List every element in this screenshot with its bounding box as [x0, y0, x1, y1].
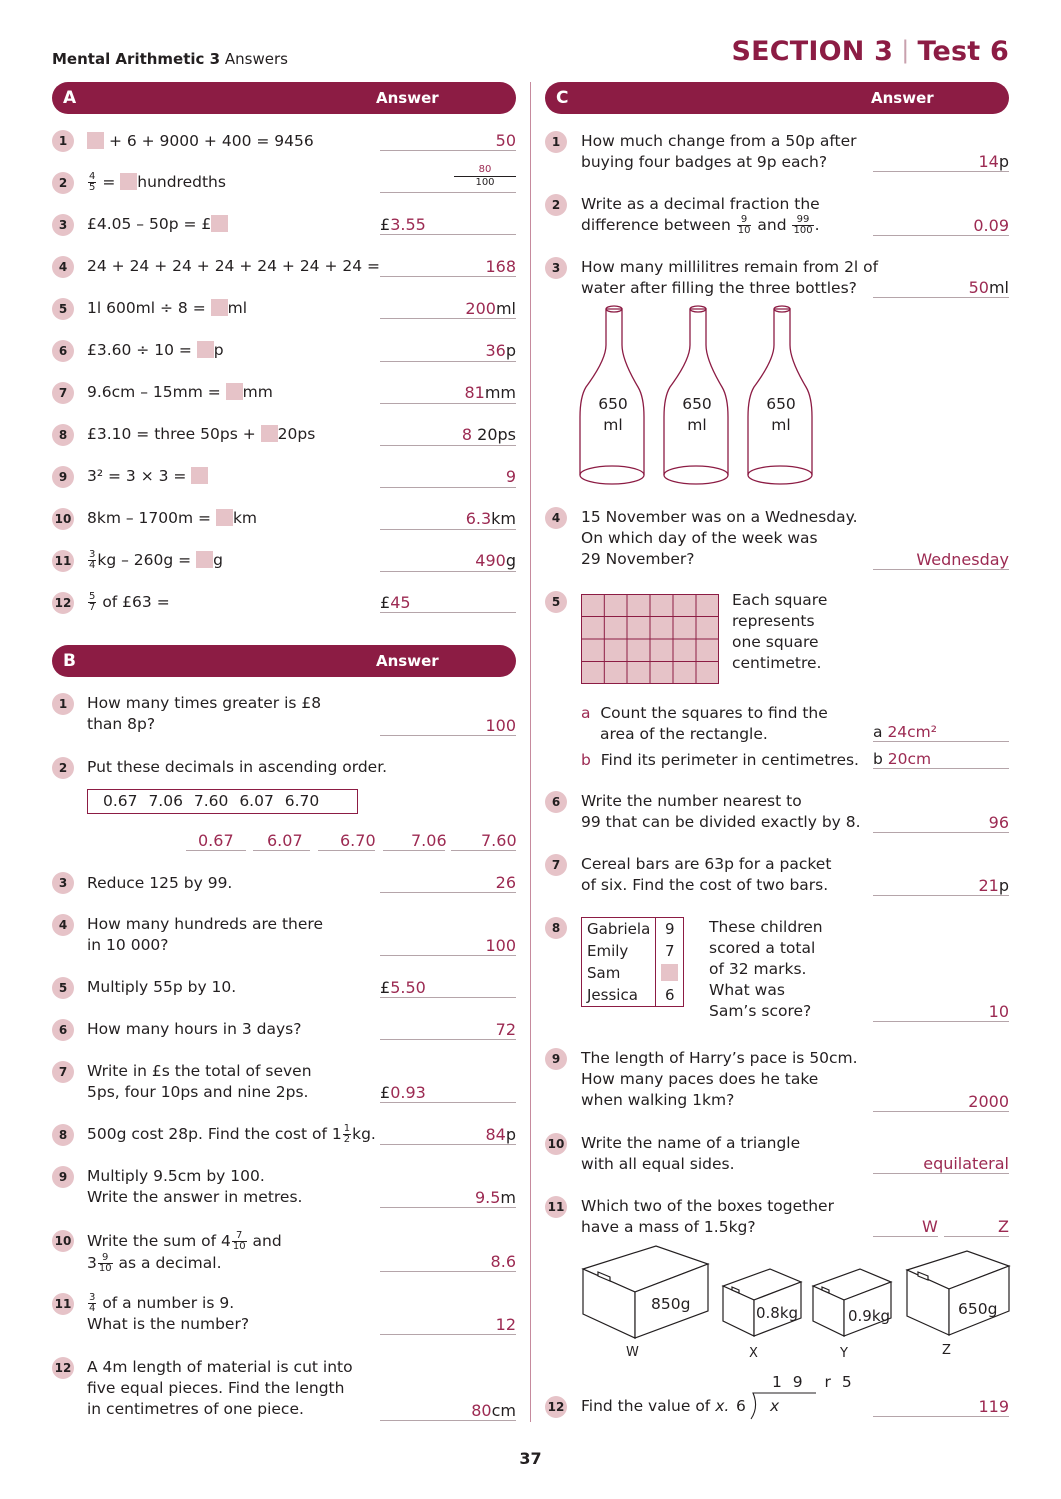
answer-line: [944, 1236, 1009, 1237]
question-number: 11: [52, 1293, 74, 1315]
question-text: Write the number nearest to 99 that can be divided exactly by 8.: [581, 792, 861, 831]
question-text: Find the value of x.: [581, 1397, 730, 1415]
answer-line: [873, 1173, 1009, 1174]
sub-question-a: a Count the squares to find the area of the rectangle.: [581, 704, 828, 743]
answer: b 20cm: [873, 750, 932, 768]
answer: 14p: [978, 152, 1009, 171]
answer: 36p: [485, 341, 516, 360]
question-number: 2: [52, 757, 74, 779]
answer: Wednesday: [916, 550, 1009, 569]
answer: 8 20ps: [461, 425, 516, 444]
question-number: 7: [52, 382, 74, 404]
answer-line: [380, 997, 516, 998]
answer-line: [380, 571, 516, 572]
answer-line: [380, 1334, 516, 1335]
box-mass: 650g: [958, 1300, 998, 1318]
answer-fraction: 80 100: [454, 164, 516, 189]
question-number: 5: [52, 298, 74, 320]
question-number: 8: [52, 1124, 74, 1146]
answer-line: [380, 735, 516, 736]
division-bracket: [750, 1391, 820, 1421]
box-mass: 0.9kg: [848, 1307, 891, 1325]
missing-box: [211, 299, 228, 316]
answer-line: [318, 850, 375, 851]
box-label: W: [626, 1345, 639, 1360]
question-number: 9: [52, 1166, 74, 1188]
question-number: 7: [52, 1061, 74, 1083]
answer: £5.50: [380, 978, 426, 997]
question-number: 9: [545, 1048, 567, 1070]
answer-line: [873, 1236, 938, 1237]
missing-box: [196, 551, 213, 568]
box-label: X: [749, 1346, 758, 1361]
division-quotient: 1 9 r 5: [772, 1373, 852, 1391]
answer-line: [873, 1416, 1009, 1417]
answer: 6.3km: [465, 509, 516, 528]
question-number: 4: [545, 507, 567, 529]
box-mass: 0.8kg: [756, 1304, 799, 1322]
answer: W: [922, 1217, 938, 1236]
answer: 200ml: [465, 299, 516, 318]
question-number: 2: [52, 172, 74, 194]
answer-line: [380, 445, 516, 446]
question-number: 8: [52, 424, 74, 446]
answer: 490g: [475, 551, 516, 570]
answer-line: [380, 192, 516, 193]
section-c-header: [545, 82, 1009, 114]
answer-line: [873, 1021, 1009, 1022]
page-number: 37: [519, 1449, 542, 1468]
answer-line: [380, 955, 516, 956]
answer-line: [380, 361, 516, 362]
question-text: Write the name of a triangle with all equal sides.: [581, 1134, 801, 1173]
question-text: Multiply 9.5cm by 100. Write the answer in metres.: [87, 1167, 303, 1206]
answer: 0.09: [973, 216, 1009, 235]
question-text: £3.60 ÷ 10 = p: [87, 341, 224, 359]
answer-line: [383, 850, 445, 851]
title-separator: |: [901, 36, 910, 64]
missing-box: [226, 383, 243, 400]
question-text: 24 + 24 + 24 + 24 + 24 + 24 + 24 =: [87, 257, 381, 275]
book-title: Mental Arithmetic 3 Answers: [52, 50, 288, 68]
question-number: 11: [545, 1196, 567, 1218]
section-a-header: [52, 82, 516, 114]
section-letter: C: [556, 88, 569, 108]
question-text: 15 November was on a Wednesday. On which day of the week was 29 November?: [581, 508, 858, 568]
answer: 50: [495, 131, 516, 150]
answer-line: [380, 318, 516, 319]
answer-heading: Answer: [376, 89, 439, 107]
answer-line: [380, 403, 516, 404]
answer: 80cm: [471, 1401, 516, 1420]
question-text: 3² = 3 × 3 =: [87, 466, 208, 487]
grid-note: Each square represents one square centimetre.: [732, 591, 828, 672]
question-number: 7: [545, 854, 567, 876]
missing-box: [191, 467, 208, 484]
missing-box: [120, 173, 137, 190]
question-text: A 4m length of material is cut into five equal pieces. Find the length in centimetres of one piece.: [87, 1358, 353, 1418]
decimals-box: 0.67 7.06 7.60 6.07 6.70: [87, 789, 358, 814]
answer-line: [380, 276, 516, 277]
missing-box: [211, 215, 228, 232]
box-label: Z: [942, 1343, 951, 1358]
answer-line: [873, 832, 1009, 833]
bottle-label: 650 ml: [598, 395, 628, 434]
bottle-label: 650 ml: [682, 395, 712, 434]
answer: a 24cm²: [873, 723, 937, 741]
missing-box: [87, 132, 104, 149]
answer: 7.60: [481, 831, 517, 850]
question-text: Which two of the boxes together have a mass of 1.5kg?: [581, 1197, 834, 1236]
box-mass: 850g: [651, 1295, 691, 1313]
answer-line: [380, 1144, 516, 1145]
question-number: 2: [545, 194, 567, 216]
section-title: SECTION 3 | Test 6: [731, 36, 1009, 67]
section-letter: A: [63, 88, 77, 108]
question-number: 5: [52, 977, 74, 999]
question-text: How many times greater is £8 than 8p?: [87, 694, 322, 733]
answer-line: [873, 569, 1009, 570]
question-text: Multiply 55p by 10.: [87, 978, 237, 996]
answer: 9: [505, 467, 516, 486]
answer: £45: [380, 593, 411, 612]
question-number: 6: [545, 791, 567, 813]
question-number: 4: [52, 914, 74, 936]
question-text: Cereal bars are 63p for a packet of six. Find the cost of two bars.: [581, 855, 832, 894]
question-text: $\frac{5}{7}$ of £63 =: [89, 591, 170, 613]
box-icon: [907, 1251, 1009, 1335]
question-number: 12: [52, 1357, 74, 1379]
answer-line: [873, 768, 1009, 769]
answer: £3.55: [380, 215, 426, 234]
question-text: $\frac{3}{4}$ of a number is 9. What is the number?: [87, 1292, 250, 1333]
question-text: The length of Harry’s pace is 50cm. How many paces does he take when walking 1km?: [581, 1049, 858, 1109]
answer-line: [873, 235, 1009, 236]
boxes-illustration: [580, 1244, 1012, 1342]
scores-note: These children scored a total of 32 marks. What was Sam’s score?: [709, 918, 823, 1020]
answer-line: [380, 1207, 516, 1208]
answer-heading: Answer: [376, 652, 439, 670]
answer: equilateral: [923, 1154, 1009, 1173]
box-icon: [583, 1246, 708, 1338]
answer: 2000: [968, 1092, 1009, 1111]
question-number: 6: [52, 1019, 74, 1041]
question-text: Write as a decimal fraction the difference between $\frac{9}{10}$ and $\frac{99}{100}$ .: [581, 195, 820, 236]
answer: 96: [988, 813, 1009, 832]
answer-line: [380, 1271, 516, 1272]
question-text: Reduce 125 by 99.: [87, 874, 233, 892]
question-text: 8km – 1700m = km: [87, 509, 258, 527]
answer: 7.06: [411, 831, 447, 850]
answer-line: [380, 612, 516, 613]
answer: 6.70: [340, 831, 376, 850]
question-number: 1: [545, 131, 567, 153]
question-text: How much change from a 50p after buying four badges at 9p each?: [581, 132, 857, 171]
answer: 10: [988, 1002, 1009, 1021]
question-text: Put these decimals in ascending order.: [87, 758, 388, 776]
question-text: $\frac{4}{5}$ = hundredths: [89, 171, 226, 193]
answer-line: [380, 234, 516, 235]
question-number: 10: [52, 1230, 74, 1252]
question-text: $\frac{3}{4}$ kg – 260g = g: [89, 549, 223, 571]
answer-line: [451, 850, 516, 851]
question-text: 500g cost 28p. Find the cost of 1 $\frac{1}{2}$ kg.: [87, 1123, 376, 1145]
box-label: Y: [840, 1346, 848, 1361]
table-row: Gabriela 9: [582, 918, 684, 941]
question-number: 1: [52, 130, 74, 152]
missing-box: [261, 425, 278, 442]
question-text: £4.05 – 50p = £: [87, 214, 228, 235]
answer-line: [253, 850, 310, 851]
answer-line: [380, 892, 516, 893]
sub-question-b: b Find its perimeter in centimetres.: [581, 751, 859, 769]
answer-line: [873, 297, 1009, 298]
answer: 21p: [978, 876, 1009, 895]
answer-line: [873, 895, 1009, 896]
question-text: 1l 600ml ÷ 8 = ml: [87, 299, 248, 317]
answer-line: [873, 171, 1009, 172]
scores-table: [581, 917, 684, 1007]
answer: 119: [978, 1397, 1009, 1416]
answer: 26: [495, 873, 516, 892]
answer-line: [380, 487, 516, 488]
question-number: 5: [545, 591, 567, 613]
answer: 100: [485, 936, 516, 955]
answer-line: [873, 741, 1009, 742]
question-number: 3: [545, 257, 567, 279]
section-letter: B: [63, 651, 76, 671]
column-divider: [530, 82, 531, 1422]
table-row: Jessica 6: [582, 984, 684, 1007]
answer: £0.93: [380, 1083, 426, 1102]
missing-box: [661, 964, 678, 981]
question-number: 12: [545, 1396, 567, 1418]
bottle-label: 650 ml: [766, 395, 796, 434]
question-text: Write in £s the total of seven 5ps, four 10ps and nine 2ps.: [87, 1062, 312, 1101]
table-row: Sam: [582, 962, 684, 984]
question-text: How many millilitres remain from 2l of water after filling the three bottles?: [581, 258, 879, 297]
question-number: 1: [52, 693, 74, 715]
question-number: 10: [545, 1133, 567, 1155]
answer-line: [380, 1039, 516, 1040]
question-text: £3.10 = three 50ps + 20ps: [87, 425, 316, 443]
answer: 168: [485, 257, 516, 276]
answer-line: [380, 1102, 516, 1103]
answer: 8.6: [490, 1252, 516, 1271]
answer-line: [873, 1111, 1009, 1112]
table-row: Emily 7: [582, 940, 684, 962]
answer: 9.5m: [474, 1188, 516, 1207]
question-number: 6: [52, 340, 74, 362]
answer: 0.67: [198, 831, 234, 850]
question-number: 10: [52, 508, 74, 530]
question-text: How many hours in 3 days?: [87, 1020, 302, 1038]
answer: 100: [485, 716, 516, 735]
answer-line: [380, 150, 516, 151]
answer-heading: Answer: [871, 89, 934, 107]
division-dividend: x: [770, 1397, 780, 1415]
answer: 12: [495, 1315, 516, 1334]
division-divisor: 6: [736, 1397, 746, 1415]
question-number: 11: [52, 550, 74, 572]
answer: 81mm: [464, 383, 516, 402]
question-number: 9: [52, 466, 74, 488]
answer: 84p: [485, 1125, 516, 1144]
question-number: 12: [52, 592, 74, 614]
section-b-header: [52, 645, 516, 677]
answer: 72: [495, 1020, 516, 1039]
missing-box: [197, 341, 214, 358]
answer: Z: [998, 1217, 1009, 1236]
question-number: 8: [545, 917, 567, 939]
question-text: Write the sum of 4 $\frac{7}{10}$ and 3 $\frac{9}{10}$ as a decimal.: [87, 1230, 282, 1274]
answer: 50ml: [968, 278, 1009, 297]
grid-rectangle: [581, 594, 720, 685]
question-number: 3: [52, 872, 74, 894]
answer-line: [380, 529, 516, 530]
question-number: 4: [52, 256, 74, 278]
question-text: How many hundreds are there in 10 000?: [87, 915, 323, 954]
question-text: + 6 + 9000 + 400 = 9456: [87, 131, 314, 152]
answer-line: [186, 850, 246, 851]
missing-box: [216, 509, 233, 526]
answer: 6.07: [267, 831, 303, 850]
question-text: 9.6cm – 15mm = mm: [87, 383, 273, 401]
question-number: 3: [52, 214, 74, 236]
answer-line: [380, 1420, 516, 1421]
